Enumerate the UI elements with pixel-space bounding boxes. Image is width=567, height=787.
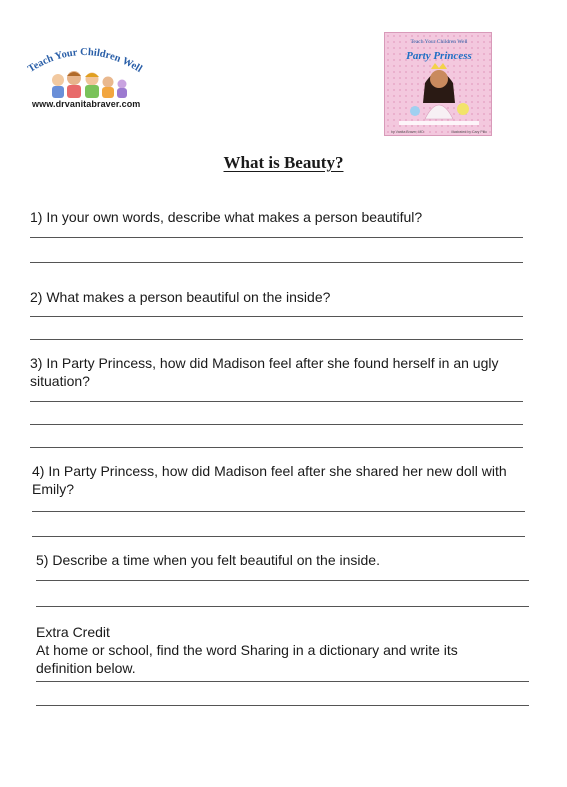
answer-line-3b[interactable]	[30, 424, 523, 425]
answer-line-3a[interactable]	[30, 401, 523, 402]
question-4: 4) In Party Princess, how did Madison feel after she shared her new doll with Emily?	[32, 463, 507, 497]
book-cover-illustration	[385, 33, 492, 136]
worksheet-title-text: What is Beauty?	[223, 153, 344, 172]
answer-line-5a[interactable]	[36, 580, 529, 581]
answer-line-2a[interactable]	[30, 316, 523, 317]
worksheet-title	[0, 153, 567, 173]
question-2: 2) What makes a person beautiful on the inside?	[30, 289, 331, 305]
cover-series: Teach Your Children Well	[410, 39, 468, 45]
website-url: www.drvanitabraver.com	[32, 99, 141, 109]
answer-line-3c[interactable]	[30, 447, 523, 448]
question-5: 5) Describe a time when you felt beautiful on the inside.	[36, 552, 380, 568]
cover-title: Party Princess	[406, 50, 472, 62]
answer-line-extra-a[interactable]	[36, 681, 529, 682]
answer-line-1b[interactable]	[30, 262, 523, 263]
answer-line-4a[interactable]	[32, 511, 525, 512]
party-princess-book-cover	[384, 32, 492, 136]
extra-credit-heading: Extra Credit	[36, 624, 110, 640]
extra-credit-text: At home or school, find the word Sharing in a dictionary and write its definition below.	[36, 642, 458, 676]
question-1: 1) In your own words, describe what makes a person beautiful?	[30, 209, 423, 225]
svg-text:Teach Your Children Well	[26, 47, 144, 75]
question-3: 3) In Party Princess, how did Madison feel after she found herself in an ugly situation?	[30, 355, 499, 389]
answer-line-1a[interactable]	[30, 237, 523, 238]
cover-author: by Vanita Braver, MD	[391, 130, 424, 134]
answer-line-extra-b[interactable]	[36, 705, 529, 706]
logo-text: Teach Your Children Well	[26, 46, 144, 76]
cover-illustrator: illustrated by Cary Pillo	[451, 130, 487, 134]
answer-line-2b[interactable]	[30, 339, 523, 340]
answer-line-4b[interactable]	[32, 536, 525, 537]
answer-line-5b[interactable]	[36, 606, 529, 607]
teach-your-children-well-logo	[22, 42, 147, 102]
logo-artwork	[22, 42, 147, 102]
